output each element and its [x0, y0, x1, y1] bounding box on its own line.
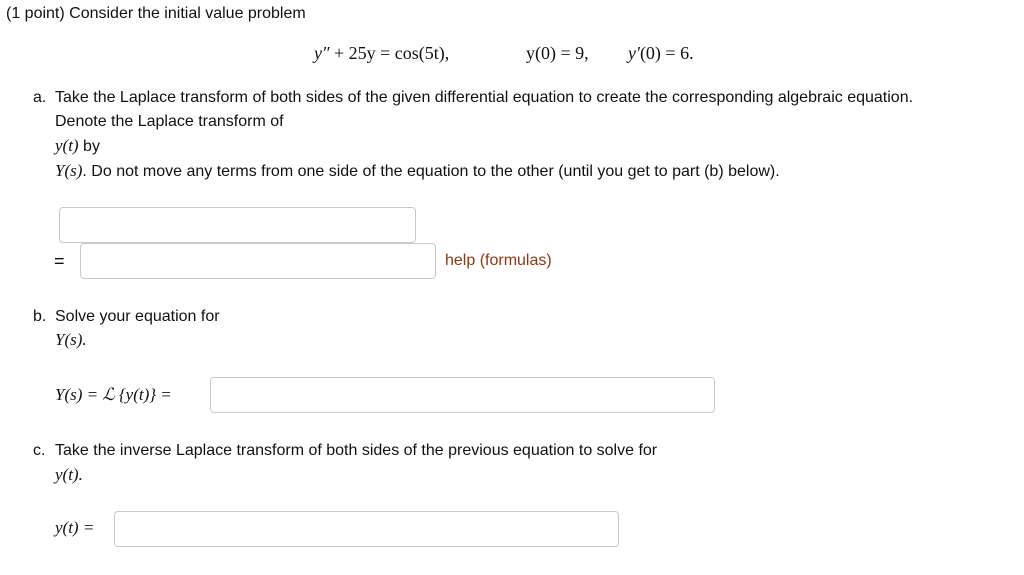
part-c-answer-input[interactable]: [114, 511, 619, 547]
part-a-rhs-input[interactable]: [80, 243, 436, 279]
part-b-Ys: Y(s).: [55, 330, 87, 349]
part-a-instruction-line4: [55, 161, 780, 181]
ic2-y-prime: y′: [628, 43, 640, 63]
ode-equation: [314, 43, 449, 64]
part-a-lhs-input[interactable]: [59, 207, 416, 243]
initial-condition-1: y(0) = 9,: [526, 43, 589, 63]
part-a-marker: a.: [33, 89, 47, 106]
part-a-equals-sign: =: [54, 251, 65, 271]
part-b-answer-input[interactable]: [210, 377, 715, 413]
initial-condition-2: [628, 43, 694, 64]
ode-rest: + 25y = cos(5t),: [329, 43, 450, 63]
part-b-instruction: Solve your equation for: [55, 308, 220, 325]
part-c-marker: c.: [33, 442, 46, 459]
help-formulas-link[interactable]: help (formulas): [445, 252, 552, 269]
ode-y-double-prime: y″: [314, 43, 330, 63]
part-a-instruction-line2: Denote the Laplace transform of: [55, 113, 284, 130]
part-b-formula: Y(s) = ℒ {y(t)} =: [55, 385, 172, 404]
part-a-instruction-line3: [55, 136, 100, 156]
problem-header: (1 point) Consider the initial value problem: [6, 5, 306, 22]
part-a-by: by: [83, 138, 100, 155]
part-a-yt: y(t): [55, 136, 79, 155]
part-c-yt: y(t).: [55, 465, 83, 484]
part-a-instruction-line1: Take the Laplace transform of both sides of the given differential equation to create the corresponding algebraic equation.: [55, 89, 914, 106]
part-b-marker: b.: [33, 308, 47, 325]
part-a-line4-text: . Do not move any terms from one side of the equation to the other (until you get to part (b) below).: [82, 163, 780, 180]
part-c-instruction: Take the inverse Laplace transform of both sides of the previous equation to solve for: [55, 442, 658, 459]
part-c-formula: y(t) =: [55, 518, 95, 537]
part-a-Ys: Y(s): [55, 161, 83, 180]
ic2-rest: (0) = 6.: [639, 43, 694, 63]
